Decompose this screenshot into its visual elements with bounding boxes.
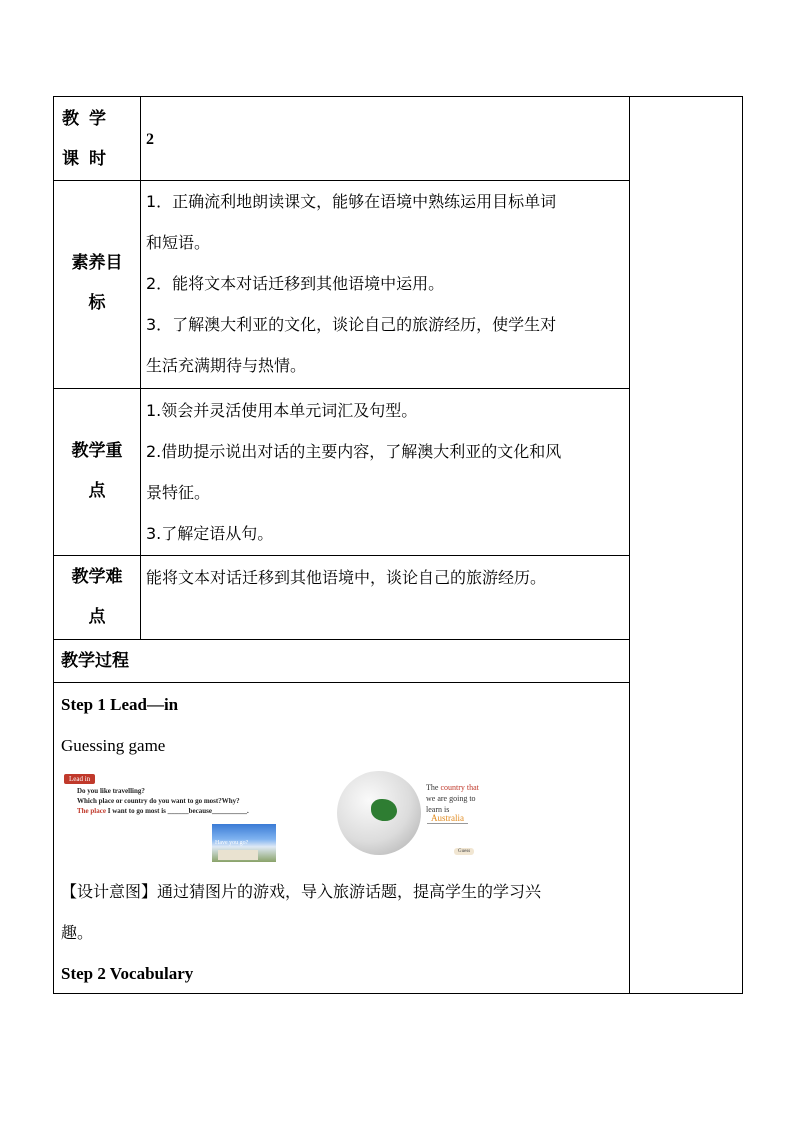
lead-in-slide-image [62,772,312,864]
prompt-part: The [426,783,441,792]
slide-sentence-rest: I want to go most is ______because__________. [105,807,249,815]
design-intent-line: 趣。 [61,923,94,942]
row-divider [54,388,629,389]
guess-prompt [426,782,479,815]
building-shape [218,850,258,860]
content-line: 1．正确流利地朗读课文，能够在语境中熟练运用目标单词 [146,192,557,211]
content-line: 2．能将文本对话迁移到其他语境中运用。 [146,274,445,293]
teaching-process-heading: 教学过程 [61,651,129,671]
key-points-content [146,390,628,554]
difficulties-content: 能将文本对话迁移到其他语境中，谈论自己的旅游经历。 [146,568,547,587]
slide-sentence [77,807,249,815]
content-line: 生活充满期待与热情。 [146,356,307,375]
content-line: 3.了解定语从句。 [146,524,274,543]
row-divider [54,555,629,556]
content-line: 3．了解澳大利亚的文化，谈论自己的旅游经历，使学生对 [146,315,557,334]
slide-question: Do you like travelling? [77,787,145,795]
lead-in-tag: Lead in [64,774,95,784]
prompt-part: we are going to [426,794,476,803]
step2-title: Step 2 Vocabulary [61,964,194,983]
australia-map-shape [371,799,397,821]
travel-photo [212,824,276,862]
slide-question: Which place or country do you want to go most?Why? [77,797,240,805]
lesson-hours-value: 2 [146,131,154,148]
row-divider [54,639,629,640]
row-label-key-points: 教学重点 [71,441,123,501]
step1-subtitle: Guessing game [61,736,166,755]
guess-country-slide-image [330,768,500,860]
photo-caption: Have you go? [215,840,249,846]
step1-title: Step 1 Lead—in [61,695,179,714]
row-label-difficulties: 教学难点 [71,567,123,627]
prompt-part: learn is [426,805,450,814]
row-label-literacy-goals: 素养目标 [71,253,123,313]
label-column-divider [140,97,141,639]
row-label-text: 教学课时 [62,109,116,169]
design-intent [61,871,627,953]
globe-image [337,771,421,855]
slide-sentence-highlight: The place [77,807,106,815]
row-label-lesson-hours [62,99,138,179]
content-line: 景特征。 [146,483,211,502]
answer-text: Australia [427,813,468,824]
row-divider [54,682,629,683]
prompt-highlight: country that [440,783,479,792]
side-column-divider [629,97,630,993]
literacy-goals-content [146,181,626,386]
guess-button: Guess [454,848,474,855]
design-intent-line: 【设计意图】通过猜图片的游戏，导入旅游话题，提高学生的学习兴 [61,882,542,901]
content-line: 2.借助提示说出对话的主要内容，了解澳大利亚的文化和风 [146,442,562,461]
content-line: 1.领会并灵活使用本单元词汇及句型。 [146,401,418,420]
content-line: 和短语。 [146,233,211,252]
